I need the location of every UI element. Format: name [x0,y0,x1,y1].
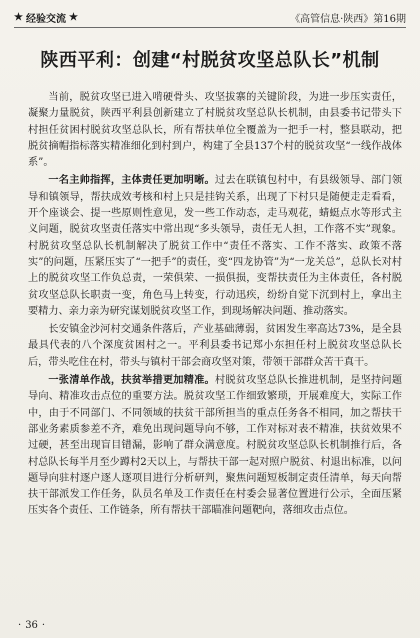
paragraph-lead: 一名主帅指挥，主体责任更加明晰。 [48,175,215,187]
section-label: 经验交流 [25,14,66,25]
page-footer [18,620,45,631]
footer-bullet: · [41,620,46,631]
running-header [14,8,406,28]
paragraph-text: 过去在联镇包村中，有县级领导、部门领导和镇领导，帮扶成效考核和村上只是挂钩关系，出现了下村只是随便走走看看，开个座谈会、提一些原则性意见，发一些工作动态，走马观花，蜻蜓点水等形式主义问题，脱贫攻坚责任落实中常出现“多头领导，责任无人担，工作落不实”现象。村脱贫攻坚总队长机制解决了脱贫工作中“责任不落实、工作不落实、政策不落实”的问题，压紧压实了“一把手”的责任，变“四龙协管”为“一龙关总”，总队长对村上的脱贫攻坚工作负总责，一荣俱荣、一损俱损，变帮扶责任为主体责任，各村脱贫攻坚总队长职责一变，角色马上转变，行动迅疾，纷纷自觉下沉到村上，拿出主要精力、亲力亲为研究谋划脱贫攻坚工作，到现场解决问题、推动落实。 [28,175,402,317]
paragraph-text: 当前，脱贫攻坚已进入啃硬骨头、攻坚拔寨的关键阶段，为进一步压实责任，凝聚力量脱贫，陕西平利县创新建立了村脱贫攻坚总队长机制，由县委书记带头下村担任贫困村脱贫攻坚总队长，所有帮扶单位全覆盖为一把手一村，整县联动，把脱贫摘帽指标落实精准细化到村到户，构建了全县137个村的脱贫攻坚“一线作战体系”。 [28,92,402,169]
page-number: 36 [25,620,38,631]
footer-bullet: · [18,620,22,631]
section-tag [14,10,78,25]
star-icon: ★ [14,12,23,23]
publication-name: 《高管信息·陕西》第16期 [290,14,406,25]
paragraph [28,373,402,520]
paragraph-text: 长安镇金沙河村交通条件落后，产业基础薄弱，贫困发生率高达73%，是全县最具代表的八个深度贫困村之一。平利县委书记郑小东担任村上脱贫攻坚总队长后，带头吃住在村，带头与镇村干部会商攻坚对策，带领干部群众苦干真干。 [28,324,402,368]
star-icon: ★ [68,12,78,23]
article-title: 陕西平利：创建“村脱贫攻坚总队长”机制 [40,50,380,71]
paragraph [28,322,402,371]
article-body [28,90,402,610]
paragraph-lead: 一张清单作战，扶贫举措更加精准。 [48,375,215,387]
paragraph-text: 村脱贫攻坚总队长推进机制，是坚持问题导向、精准攻击点位的重要方法。脱贫攻坚工作细致繁琐，开展难度大，实际工作中，由于不同部门、不同领域的扶贫干部所担当的重点任务各不相同，加之帮扶干部业务素质参差不齐，难免出现问题导向不够，工作对标对表不精准，扶贫效果不过硬，甚至出现盲目错漏，影响了群众满意度。村脱贫攻坚总队长机制推行后，各村总队长每半月至少蹲村2天以上，与帮扶干部一起对照户脱贫、村退出标准，以问题导向驻村逐户逐人逐项目进行分析研判，聚焦问题短板制定责任清单，每天向帮扶干部派发工作任务，队员名单及工作责任在村委会显著位置进行公示，全面压紧压实各个责任、工作链条，所有帮扶干部瞄准问题靶向，落细攻击点位。 [28,375,402,517]
paragraph [28,90,402,171]
paragraph [28,173,402,320]
